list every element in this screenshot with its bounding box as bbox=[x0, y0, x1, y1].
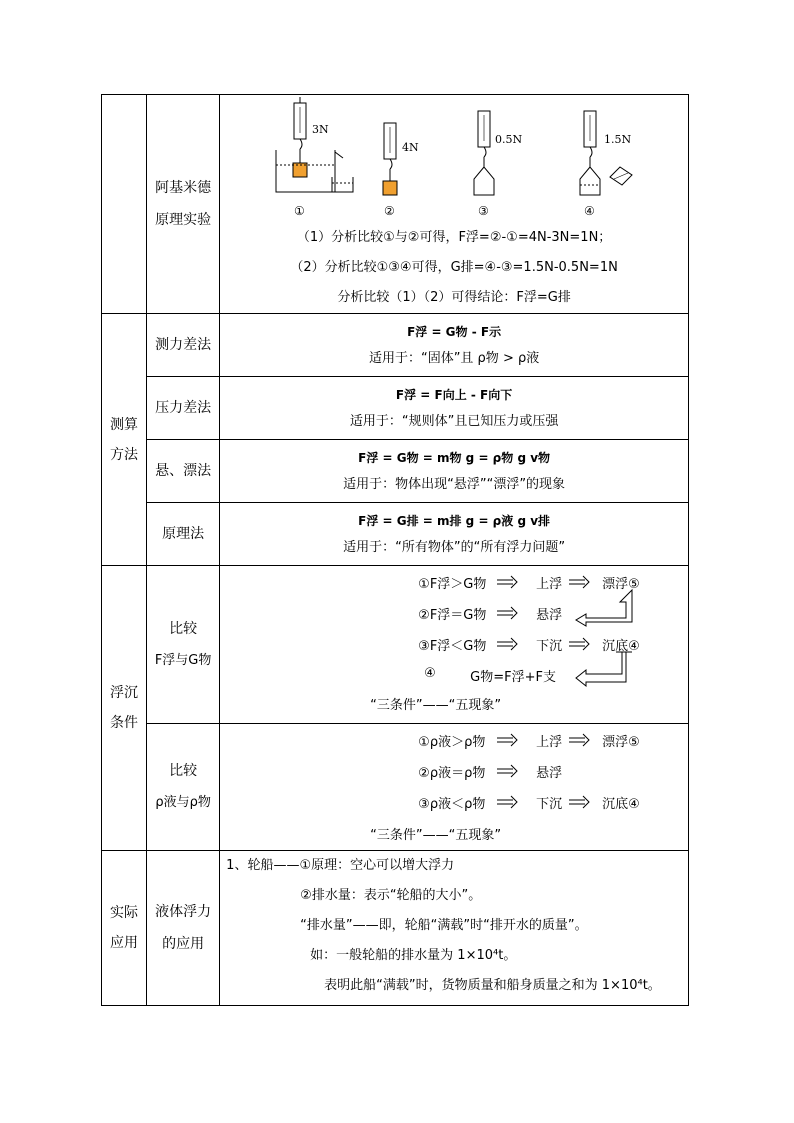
compare-force-label: 比较 F浮与G物 bbox=[147, 566, 220, 724]
spring-scale-3 bbox=[474, 111, 494, 195]
buoyancy-summary-table bbox=[101, 94, 689, 1006]
method-row bbox=[102, 503, 689, 566]
compare-density-label: 比较 ρ液与ρ物 bbox=[147, 724, 220, 851]
method-content: F浮 = G物 = m物 g = ρ物 g v物 适用于：物体出现“悬浮”“漂浮”的现象 bbox=[220, 440, 689, 503]
fig-number-4: ④ bbox=[584, 204, 595, 218]
archimedes-line-3: 分析比较（1）（2）可得结论：F浮=G排 bbox=[337, 290, 571, 305]
spring-scale-2 bbox=[383, 123, 397, 195]
fig-number-1: ① bbox=[294, 204, 305, 218]
archimedes-label: 阿基米德 原理实验 bbox=[147, 95, 220, 314]
float-sink-group-label: 浮沉 条件 bbox=[102, 566, 147, 851]
application-content: 1、轮船——①原理：空心可以增大浮力 ②排水量：表示“轮船的大小”。 “排水量”——即，轮船“满载”时“排开水的质量”。 如：一般轮船的排水量为 1×10⁴t。 表明此船“满载”时，货物质量和船身质量之和为 1×10⁴t。 bbox=[220, 851, 689, 1006]
method-content: F浮 = G物 - F示 适用于：“固体”且 ρ物 > ρ液 bbox=[220, 314, 689, 377]
method-name: 测力差法 bbox=[147, 314, 220, 377]
archimedes-line-1: （1）分析比较①与②可得，F浮=②-①=4N-3N=1N； bbox=[296, 230, 612, 245]
methods-group-label: 测算 方法 bbox=[102, 314, 147, 566]
application-row bbox=[102, 851, 689, 1006]
method-row bbox=[102, 377, 689, 440]
method-row bbox=[102, 440, 689, 503]
float-force-row bbox=[102, 566, 689, 724]
float-density-row bbox=[102, 724, 689, 851]
spring-scale-4 bbox=[580, 111, 632, 195]
reading-3: 0.5N bbox=[495, 133, 523, 146]
spring-scale-1 bbox=[276, 97, 353, 192]
method-content: F浮 = F向上 - F向下 适用于：“规则体”且已知压力或压强 bbox=[220, 377, 689, 440]
method-name: 压力差法 bbox=[147, 377, 220, 440]
compare-force-content: ①F浮＞G物 ②F浮＝G物 ③F浮＜G物 ④ 上浮 悬浮 下沉 G物=F浮+F支 漂浮⑤ 沉底④ “三条件”——“五现象” bbox=[220, 566, 689, 724]
reading-4: 1.5N bbox=[604, 133, 632, 146]
reading-1: 3N bbox=[312, 123, 329, 136]
empty-cell bbox=[102, 95, 147, 314]
application-group-label: 实际 应用 bbox=[102, 851, 147, 1006]
method-row bbox=[102, 314, 689, 377]
method-name: 悬、漂法 bbox=[147, 440, 220, 503]
fig-number-2: ② bbox=[384, 204, 395, 218]
fig-number-3: ③ bbox=[478, 204, 489, 218]
method-name: 原理法 bbox=[147, 503, 220, 566]
archimedes-line-2: （2）分析比较①③④可得，G排=④-③=1.5N-0.5N=1N bbox=[290, 260, 618, 275]
archimedes-content bbox=[220, 95, 689, 314]
reading-2: 4N bbox=[402, 141, 419, 154]
compare-density-content: ①ρ液＞ρ物 ②ρ液＝ρ物 ③ρ液＜ρ物 上浮 悬浮 下沉 漂浮⑤ 沉底④ “三条件”——“五现象” bbox=[220, 724, 689, 851]
application-label: 液体浮力 的应用 bbox=[147, 851, 220, 1006]
method-content: F浮 = G排 = m排 g = ρ液 g v排 适用于：“所有物体”的“所有浮力问题” bbox=[220, 503, 689, 566]
spring-scale-experiment-figure bbox=[220, 95, 686, 223]
archimedes-row bbox=[102, 95, 689, 314]
